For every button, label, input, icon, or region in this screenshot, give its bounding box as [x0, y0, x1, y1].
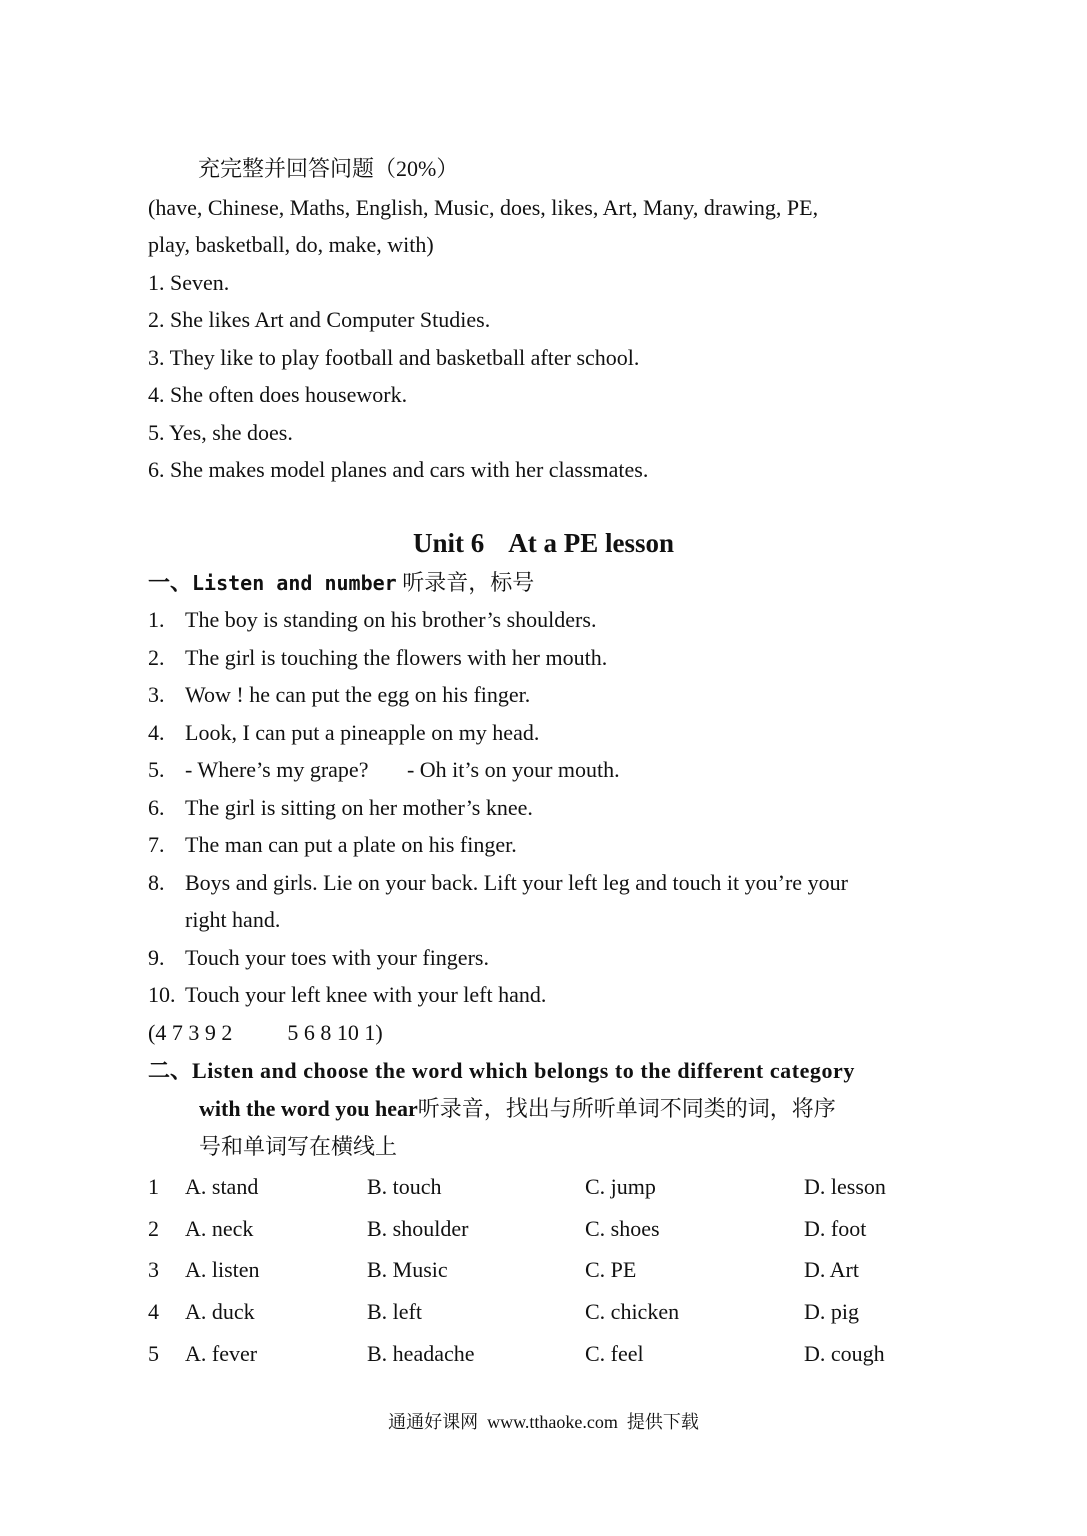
option-d: D. lesson [804, 1174, 886, 1199]
list-item [148, 757, 620, 783]
item-text: Look, I can put a pineapple on my head. [185, 720, 540, 745]
intro-heading: 充完整并回答问题（20%） [198, 156, 459, 181]
option-a: A. listen [185, 1257, 260, 1282]
row-number: 3 [148, 1257, 159, 1282]
answer-item: 6. She makes model planes and cars with her classmates. [148, 457, 649, 482]
item-text: The girl is sitting on her mother’s knee. [185, 795, 533, 820]
answer-item: 1. Seven. [148, 270, 230, 295]
item-text: right hand. [185, 907, 281, 932]
option-b: B. shoulder [367, 1216, 469, 1241]
option-a: A. duck [185, 1299, 255, 1324]
section2-heading-cn-line2: 听录音，找出与所听单词不同类的词，将序 [417, 1096, 836, 1121]
option-a: A. stand [185, 1174, 259, 1199]
list-item [148, 720, 540, 746]
row-number: 5 [148, 1341, 159, 1366]
row-number: 1 [148, 1174, 159, 1199]
option-c: C. jump [585, 1174, 656, 1199]
option-a: A. fever [185, 1341, 258, 1366]
option-b: B. left [367, 1299, 422, 1324]
answer-item: 3. They like to play football and basketball after school. [148, 345, 640, 370]
option-c: C. feel [585, 1341, 644, 1366]
item-number: 9. [148, 945, 165, 970]
row-number: 4 [148, 1299, 159, 1324]
list-item [148, 870, 848, 896]
list-item [148, 945, 489, 971]
item-number: 6. [148, 795, 165, 820]
option-d: D. foot [804, 1216, 867, 1241]
item-text: The boy is standing on his brother’s shoulders. [185, 607, 597, 632]
option-d: D. pig [804, 1299, 859, 1324]
section1-prefix: 一、 [148, 570, 193, 595]
unit-title [0, 528, 1087, 559]
option-b: B. touch [367, 1174, 442, 1199]
item-text: Boys and girls. Lie on your back. Lift your left leg and touch it you’re your [185, 870, 848, 895]
section2-prefix: 二、 [148, 1058, 193, 1083]
word-bank-line-2: play, basketball, do, make, with) [148, 232, 434, 257]
list-item [148, 982, 547, 1008]
item-text: Wow ! he can put the egg on his finger. [185, 682, 531, 707]
option-c: C. shoes [585, 1216, 660, 1241]
option-d: D. Art [804, 1257, 859, 1282]
item-text: Touch your toes with your fingers. [185, 945, 489, 970]
item-number: 1. [148, 607, 165, 632]
item-text: The man can put a plate on his finger. [185, 832, 517, 857]
list-item [148, 607, 597, 633]
section1-heading-cn: 听录音，标号 [402, 570, 535, 595]
answer-item: 2. She likes Art and Computer Studies. [148, 307, 491, 332]
item-number: 7. [148, 832, 165, 857]
section2-heading [148, 1052, 940, 1166]
item-number: 8. [148, 870, 165, 895]
item-number: 10. [148, 982, 176, 1007]
unit-name: At a PE lesson [508, 528, 675, 558]
section1-heading-en: Listen and number [192, 571, 397, 595]
list-item [148, 795, 533, 821]
section1-heading [148, 570, 534, 596]
item-number: 5. [148, 757, 165, 782]
section2-heading-line1: Listen and choose the word which belongs to the different category [192, 1058, 855, 1083]
answer-item: 5. Yes, she does. [148, 420, 293, 445]
answer-item: 4. She often does housework. [148, 382, 408, 407]
item-number: 3. [148, 682, 165, 707]
item-text: - Where’s my grape? - Oh it’s on your mouth. [185, 757, 620, 782]
section2-heading-line2: with the word you hear [199, 1096, 418, 1121]
word-bank-line-1: (have, Chinese, Maths, English, Music, does, likes, Art, Many, drawing, PE, [148, 195, 819, 220]
item-text: The girl is touching the flowers with her mouth. [185, 645, 608, 670]
option-c: C. PE [585, 1257, 637, 1282]
row-number: 2 [148, 1216, 159, 1241]
item-number: 2. [148, 645, 165, 670]
option-c: C. chicken [585, 1299, 680, 1324]
option-a: A. neck [185, 1216, 254, 1241]
section2-heading-cn-line3: 号和单词写在横线上 [199, 1134, 398, 1159]
list-item [148, 832, 517, 858]
page-footer: 通通好课网 www.tthaoke.com 提供下载 [388, 1412, 699, 1432]
item-text: Touch your left knee with your left hand. [185, 982, 547, 1007]
option-b: B. Music [367, 1257, 448, 1282]
unit-number: Unit 6 [412, 528, 485, 558]
option-d: D. cough [804, 1341, 885, 1366]
option-b: B. headache [367, 1341, 475, 1366]
list-item [148, 645, 608, 671]
list-item [148, 682, 531, 708]
item-number: 4. [148, 720, 165, 745]
section1-answer-key: (4 7 3 9 2 5 6 8 10 1) [148, 1020, 383, 1045]
